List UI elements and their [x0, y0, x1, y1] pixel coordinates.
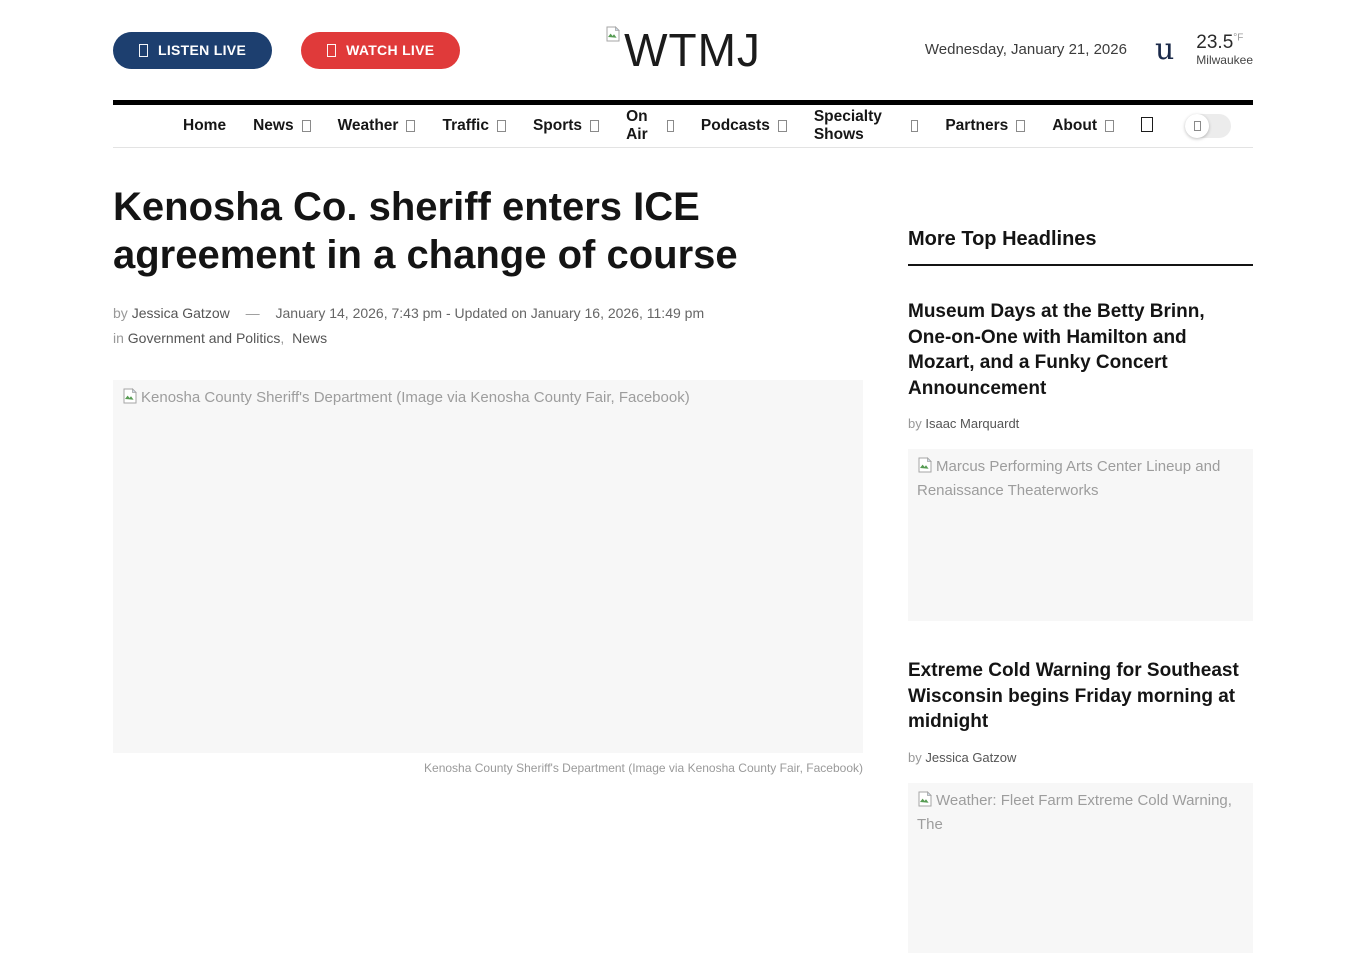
article-categories — [113, 330, 863, 346]
weather-icon: u — [1154, 32, 1175, 68]
broken-image-icon — [917, 457, 933, 480]
chevron-down-icon — [590, 120, 599, 132]
temperature: $23.5^{^\circ F}$ — [1196, 31, 1244, 53]
chevron-down-icon — [1016, 120, 1025, 132]
nav-item-sports[interactable]: Sports — [533, 117, 599, 135]
theme-icon — [1194, 121, 1201, 131]
sidebar-article-byline: by Jessica Gatzow — [908, 749, 1017, 765]
logo-alt-text: WTMJ — [624, 23, 761, 76]
header-info — [761, 32, 1253, 68]
category-link-government[interactable]: Government and Politics — [127, 330, 281, 346]
broken-image-icon — [605, 26, 621, 47]
category-link-news[interactable]: News — [292, 330, 328, 346]
nav-item-about[interactable]: About — [1052, 117, 1114, 135]
nav-tools — [1141, 114, 1253, 138]
broken-image-icon — [917, 791, 933, 814]
sidebar-article-byline: by Isaac Marquardt — [908, 416, 1020, 431]
sidebar — [908, 183, 1253, 953]
theme-toggle-knob — [1185, 114, 1209, 138]
watch-live-button[interactable] — [301, 32, 460, 69]
site-logo[interactable] — [605, 23, 761, 76]
nav-item-podcasts[interactable]: Podcasts — [701, 117, 787, 135]
article-image — [113, 380, 863, 753]
author-link[interactable]: Jessica Gatzow — [925, 749, 1017, 765]
video-icon — [327, 44, 336, 57]
broken-image-icon — [122, 388, 138, 411]
live-buttons — [113, 32, 605, 69]
sidebar-article-title[interactable]: Extreme Cold Warning for Southeast Wisconsin begins Friday morning at midnight — [908, 660, 1239, 732]
theme-toggle[interactable] — [1185, 114, 1231, 138]
category-separator: , — [280, 330, 285, 346]
sidebar-image-alt: Weather: Fleet Farm Extreme Cold Warning, The — [917, 791, 1232, 833]
author-link[interactable]: Jessica Gatzow — [131, 305, 230, 321]
nav-item-weather[interactable]: Weather — [338, 117, 416, 135]
article-dates: January 14, 2026, 7:43 pm - Updated on January 16, 2026, 11:49 pm — [275, 305, 705, 321]
nav-item-news[interactable]: News — [253, 117, 311, 135]
watch-live-label: WATCH LIVE — [346, 42, 435, 58]
nav-item-on-air[interactable]: On Air — [626, 108, 674, 144]
chevron-down-icon — [1105, 120, 1114, 132]
article-title: Kenosha Co. sheriff enters ICE agreement in a change of course — [113, 185, 738, 277]
weather-widget[interactable] — [1155, 32, 1253, 68]
sidebar-heading: More Top Headlines — [908, 228, 1253, 266]
article-byline — [113, 305, 863, 321]
current-date: Wednesday, January 21, 2026 — [924, 41, 1127, 59]
sidebar-article-image[interactable] — [908, 449, 1253, 621]
sidebar-article-image[interactable] — [908, 783, 1253, 953]
chevron-down-icon — [406, 120, 415, 132]
article-column — [113, 183, 863, 953]
listen-live-label: LISTEN LIVE — [158, 42, 247, 58]
category-prefix: in — [113, 330, 124, 346]
chevron-down-icon — [911, 120, 918, 132]
article-image-caption: Kenosha County Sheriff's Department (Image via Kenosha County Fair, Facebook) — [424, 761, 863, 775]
search-icon[interactable] — [1141, 117, 1153, 135]
main-nav — [113, 100, 1253, 148]
nav-item-traffic[interactable]: Traffic — [442, 117, 506, 135]
chevron-down-icon — [302, 120, 311, 132]
chevron-down-icon — [778, 120, 787, 132]
temperature-unit: °F — [1233, 32, 1244, 44]
sidebar-image-alt: Marcus Performing Arts Center Lineup and Renaissance Theaterworks — [917, 458, 1221, 499]
page-container — [113, 0, 1253, 953]
weather-readout — [1196, 32, 1253, 68]
listen-live-button[interactable] — [113, 32, 272, 69]
weather-city: Milwaukee — [1196, 53, 1253, 68]
byline-separator: — — [245, 305, 260, 321]
site-header — [113, 0, 1253, 100]
nav-item-specialty-shows[interactable]: Specialty Shows — [814, 108, 919, 144]
sidebar-article-title[interactable]: Museum Days at the Betty Brinn, One-on-One with Hamilton and Mozart, and a Funky Concert Announcement — [908, 301, 1205, 399]
nav-item-home[interactable]: Home — [183, 117, 227, 134]
chevron-down-icon — [497, 120, 506, 132]
audio-icon — [139, 44, 148, 57]
author-link[interactable]: Isaac Marquardt — [925, 416, 1020, 431]
byline-prefix: by — [113, 305, 128, 321]
chevron-down-icon — [667, 120, 674, 132]
content-area — [113, 183, 1253, 953]
article-image-alt: Kenosha County Sheriff's Department (Image via Kenosha County Fair, Facebook) — [122, 389, 690, 406]
nav-item-partners[interactable]: Partners — [945, 117, 1025, 135]
